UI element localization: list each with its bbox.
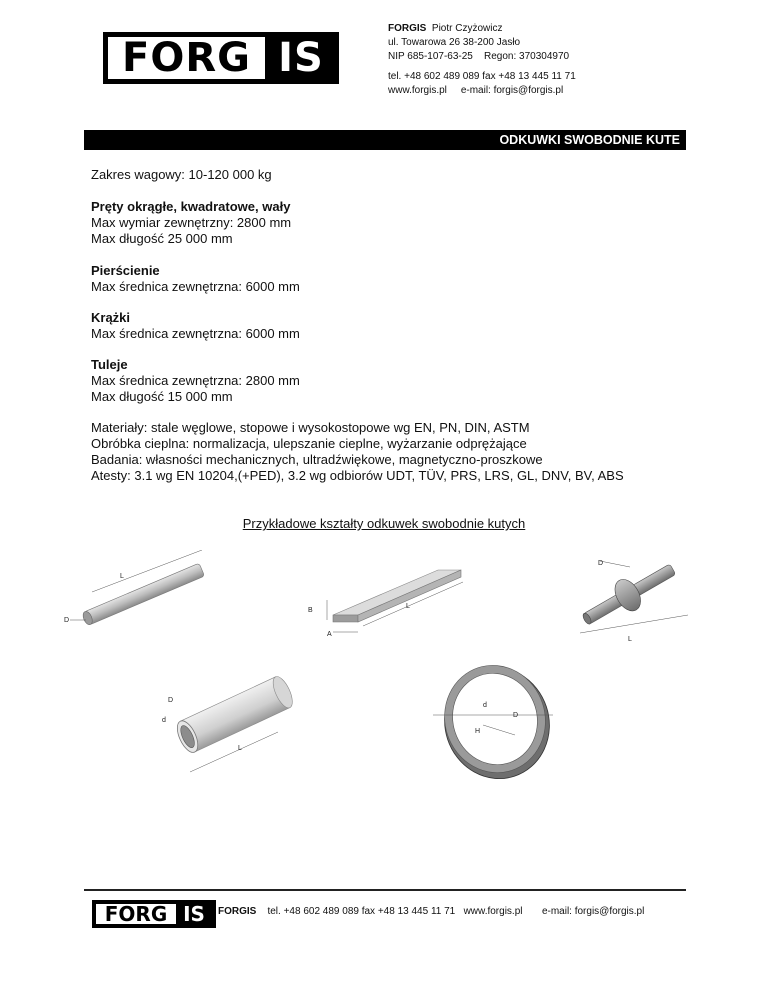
figure-shaft [570, 555, 695, 645]
header-regon: Regon: 370304970 [484, 51, 570, 62]
header-email[interactable]: e-mail: forgis@forgis.pl [460, 85, 564, 96]
product-line: Max średnica zewnętrzna: 2800 mm [91, 373, 300, 388]
spec-certificates: Atesty: 3.1 wg EN 10204,(+PED), 3.2 wg odbiorów UDT, TÜV, PRS, LRS, GL, DNV, BV, ABS [91, 468, 624, 483]
figure-tube [160, 660, 305, 785]
header-nip: NIP 685-107-63-25 [388, 51, 473, 62]
bar-side-face [358, 570, 461, 622]
rod-length-label: L [120, 573, 124, 580]
footer-phone-fax: tel. +48 602 489 089 fax +48 13 445 11 71 [267, 906, 456, 917]
figure-round-rod [62, 550, 222, 635]
footer-contact [218, 906, 644, 918]
section-title-bar [84, 130, 686, 150]
header-website[interactable]: www.forgis.pl [388, 85, 447, 96]
product-title: Tuleje [91, 357, 128, 372]
product-line: Max średnica zewnętrzna: 6000 mm [91, 326, 300, 341]
footer-website[interactable]: www.forgis.pl [463, 906, 523, 917]
figure-flat-bar [303, 560, 468, 640]
header-address: ul. Towarowa 26 38-200 Jasło [388, 37, 521, 48]
figures-caption: Przykładowe kształty odkuwek swobodnie kutych [242, 516, 526, 531]
rod-diameter-label: D [64, 617, 70, 624]
product-rings [91, 263, 300, 295]
product-title: Pręty okrągłe, kwadratowe, wały [91, 199, 291, 214]
logo-text-is: IS [265, 34, 337, 82]
company-logo [103, 32, 339, 84]
ring-inner-label: d [483, 702, 487, 709]
tube-length-label: L [238, 745, 242, 752]
bar-length-label: L [406, 603, 410, 610]
bar-width-label: A [327, 631, 332, 638]
footer-logo [92, 900, 216, 928]
weight-range: Zakres wagowy: 10-120 000 kg [91, 167, 272, 182]
footer-company: FORGIS [218, 906, 257, 917]
figure-ring [425, 655, 565, 785]
specs-block [91, 420, 624, 484]
shaft-diameter-label: D [598, 560, 604, 567]
tube-shape [173, 674, 296, 756]
product-line: Max długość 15 000 mm [91, 389, 233, 404]
section-title: ODKUWKI SWOBODNIE KUTE [499, 133, 680, 147]
spec-materials: Materiały: stale węglowe, stopowe i wysokostopowe wg EN, PN, DIN, ASTM [91, 420, 530, 435]
shaft-length-label: L [628, 636, 632, 643]
logo-text-forg: FORG [96, 904, 176, 924]
header-contact [388, 22, 576, 98]
product-discs [91, 310, 300, 342]
header-owner: Piotr Czyżowicz [431, 23, 503, 34]
header-ids [388, 50, 576, 64]
tube-outer-label: D [168, 697, 174, 704]
header-phone-fax: tel. +48 602 489 089 fax +48 13 445 11 71 [388, 71, 576, 82]
product-sleeves [91, 357, 300, 405]
product-line: Max długość 25 000 mm [91, 231, 233, 246]
bar-height-label: B [308, 607, 313, 614]
header-company-line [388, 22, 576, 36]
footer-divider [84, 889, 686, 891]
spec-testing: Badania: własności mechanicznych, ultradźwiękowe, magnetyczno-proszkowe [91, 452, 543, 467]
logo-text-forg: FORG [108, 37, 265, 79]
ring-outer-label: D [513, 712, 519, 719]
ring-shape [430, 655, 564, 785]
ring-height-label: H [475, 728, 481, 735]
product-title: Pierścienie [91, 263, 160, 278]
logo-text-is: IS [176, 902, 212, 926]
spec-heat-treatment: Obróbka cieplna: normalizacja, ulepszanie cieplne, wyżarzanie odprężające [91, 436, 527, 451]
footer-email[interactable]: e-mail: forgis@forgis.pl [541, 906, 645, 917]
bar-front-face [333, 615, 358, 622]
product-line: Max średnica zewnętrzna: 6000 mm [91, 279, 300, 294]
product-title: Krążki [91, 310, 131, 325]
header-web-line [388, 84, 576, 98]
bar-top-face [333, 570, 461, 615]
product-line: Max wymiar zewnętrzny: 2800 mm [91, 215, 292, 230]
header-company-name: FORGIS [388, 23, 427, 34]
product-rods [91, 199, 291, 247]
tube-inner-label: d [162, 717, 166, 724]
